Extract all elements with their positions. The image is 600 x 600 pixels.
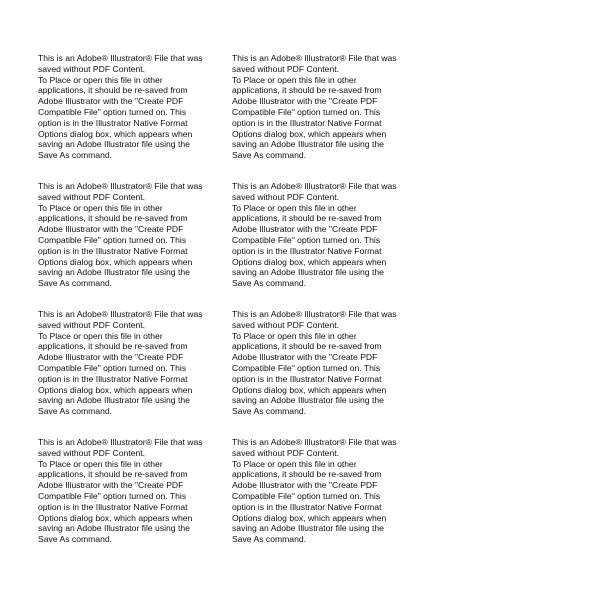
notice-line: saved without PDF Content. (232, 63, 339, 74)
notice-line: saved without PDF Content. (38, 319, 145, 330)
notice-line: applications, it should be re-saved from (232, 341, 382, 352)
notice-line: Compatible File" option turned on. This (38, 362, 187, 373)
pdf-content-notice (38, 437, 223, 545)
notice-line: saved without PDF Content. (38, 63, 145, 74)
notice-line: saving an Adobe Illustrator file using the (232, 523, 384, 534)
notice-line: option is in the Illustrator Native Format (232, 245, 382, 256)
notice-line: Options dialog box, which appears when (38, 128, 193, 139)
notice-line: Options dialog box, which appears when (38, 384, 193, 395)
notice-line: applications, it should be re-saved from (38, 341, 188, 352)
notice-line: Adobe Illustrator with the "Create PDF (38, 96, 184, 107)
notice-line: To Place or open this file in other (38, 202, 163, 213)
notice-line: To Place or open this file in other (232, 458, 357, 469)
notice-line: Compatible File" option turned on. This (38, 106, 187, 117)
notice-line: To Place or open this file in other (38, 330, 163, 341)
notice-line: Save As command. (232, 278, 307, 289)
notice-line: applications, it should be re-saved from (38, 85, 188, 96)
notice-line: Options dialog box, which appears when (232, 256, 387, 267)
notice-line: saved without PDF Content. (38, 447, 145, 458)
notice-line: To Place or open this file in other (38, 458, 163, 469)
notice-line: This is an Adobe® Illustrator® File that was (232, 53, 397, 63)
notice-line: Adobe Illustrator with the "Create PDF (232, 352, 378, 363)
notice-line: Compatible File" option turned on. This (232, 490, 381, 501)
notice-line: saved without PDF Content. (38, 191, 145, 202)
notice-line: Save As command. (38, 406, 113, 417)
notice-line: applications, it should be re-saved from (38, 213, 188, 224)
pdf-content-notice (232, 437, 417, 545)
notice-line: Adobe Illustrator with the "Create PDF (38, 352, 184, 363)
notice-line: Save As command. (232, 150, 307, 161)
notice-line: saving an Adobe Illustrator file using the (232, 395, 384, 406)
notice-line: To Place or open this file in other (232, 74, 357, 85)
notice-line: Options dialog box, which appears when (232, 512, 387, 523)
notice-line: This is an Adobe® Illustrator® File that was (38, 181, 203, 191)
notice-line: applications, it should be re-saved from (232, 85, 382, 96)
notice-line: saving an Adobe Illustrator file using the (232, 139, 384, 150)
notice-line: saving an Adobe Illustrator file using the (38, 139, 190, 150)
notice-line: Options dialog box, which appears when (232, 128, 387, 139)
notice-line: applications, it should be re-saved from (232, 469, 382, 480)
notice-line: Save As command. (232, 534, 307, 545)
notice-line: option is in the Illustrator Native Format (38, 117, 188, 128)
notice-line: Save As command. (38, 278, 113, 289)
notice-line: saving an Adobe Illustrator file using the (38, 523, 190, 534)
notice-line: saved without PDF Content. (232, 319, 339, 330)
notice-line: applications, it should be re-saved from (38, 469, 188, 480)
notice-line: Compatible File" option turned on. This (232, 106, 381, 117)
pdf-content-notice (232, 309, 417, 417)
pdf-content-notice (38, 53, 223, 161)
notice-line: option is in the Illustrator Native Format (38, 501, 188, 512)
notice-line: saving an Adobe Illustrator file using the (38, 267, 190, 278)
notice-line: Options dialog box, which appears when (38, 512, 193, 523)
notice-line: To Place or open this file in other (38, 74, 163, 85)
notice-line: This is an Adobe® Illustrator® File that was (232, 437, 397, 447)
notice-line: Adobe Illustrator with the "Create PDF (232, 224, 378, 235)
notice-line: Adobe Illustrator with the "Create PDF (232, 480, 378, 491)
notice-line: This is an Adobe® Illustrator® File that was (38, 437, 203, 447)
notice-line: Save As command. (38, 150, 113, 161)
notice-line: applications, it should be re-saved from (232, 213, 382, 224)
notice-line: Save As command. (38, 534, 113, 545)
notice-line: option is in the Illustrator Native Format (38, 373, 188, 384)
pdf-content-notice (232, 53, 417, 161)
notice-line: To Place or open this file in other (232, 202, 357, 213)
notice-line: To Place or open this file in other (232, 330, 357, 341)
notice-line: This is an Adobe® Illustrator® File that was (38, 309, 203, 319)
pdf-content-notice (232, 181, 417, 289)
notice-line: option is in the Illustrator Native Format (38, 245, 188, 256)
notice-line: This is an Adobe® Illustrator® File that was (232, 181, 397, 191)
notice-line: Compatible File" option turned on. This (38, 234, 187, 245)
notice-line: This is an Adobe® Illustrator® File that was (232, 309, 397, 319)
notice-line: Compatible File" option turned on. This (232, 234, 381, 245)
notice-line: Compatible File" option turned on. This (232, 362, 381, 373)
notice-line: This is an Adobe® Illustrator® File that was (38, 53, 203, 63)
notice-line: Options dialog box, which appears when (232, 384, 387, 395)
notice-line: option is in the Illustrator Native Format (232, 501, 382, 512)
notice-line: option is in the Illustrator Native Format (232, 373, 382, 384)
notice-line: Save As command. (232, 406, 307, 417)
notice-line: option is in the Illustrator Native Format (232, 117, 382, 128)
notice-line: saved without PDF Content. (232, 447, 339, 458)
notice-line: Adobe Illustrator with the "Create PDF (232, 96, 378, 107)
notice-line: Options dialog box, which appears when (38, 256, 193, 267)
notice-line: Compatible File" option turned on. This (38, 490, 187, 501)
notice-line: saved without PDF Content. (232, 191, 339, 202)
notice-line: saving an Adobe Illustrator file using the (38, 395, 190, 406)
pdf-content-notice (38, 309, 223, 417)
notice-line: Adobe Illustrator with the "Create PDF (38, 224, 184, 235)
pdf-content-notice (38, 181, 223, 289)
notice-line: Adobe Illustrator with the "Create PDF (38, 480, 184, 491)
notice-line: saving an Adobe Illustrator file using the (232, 267, 384, 278)
